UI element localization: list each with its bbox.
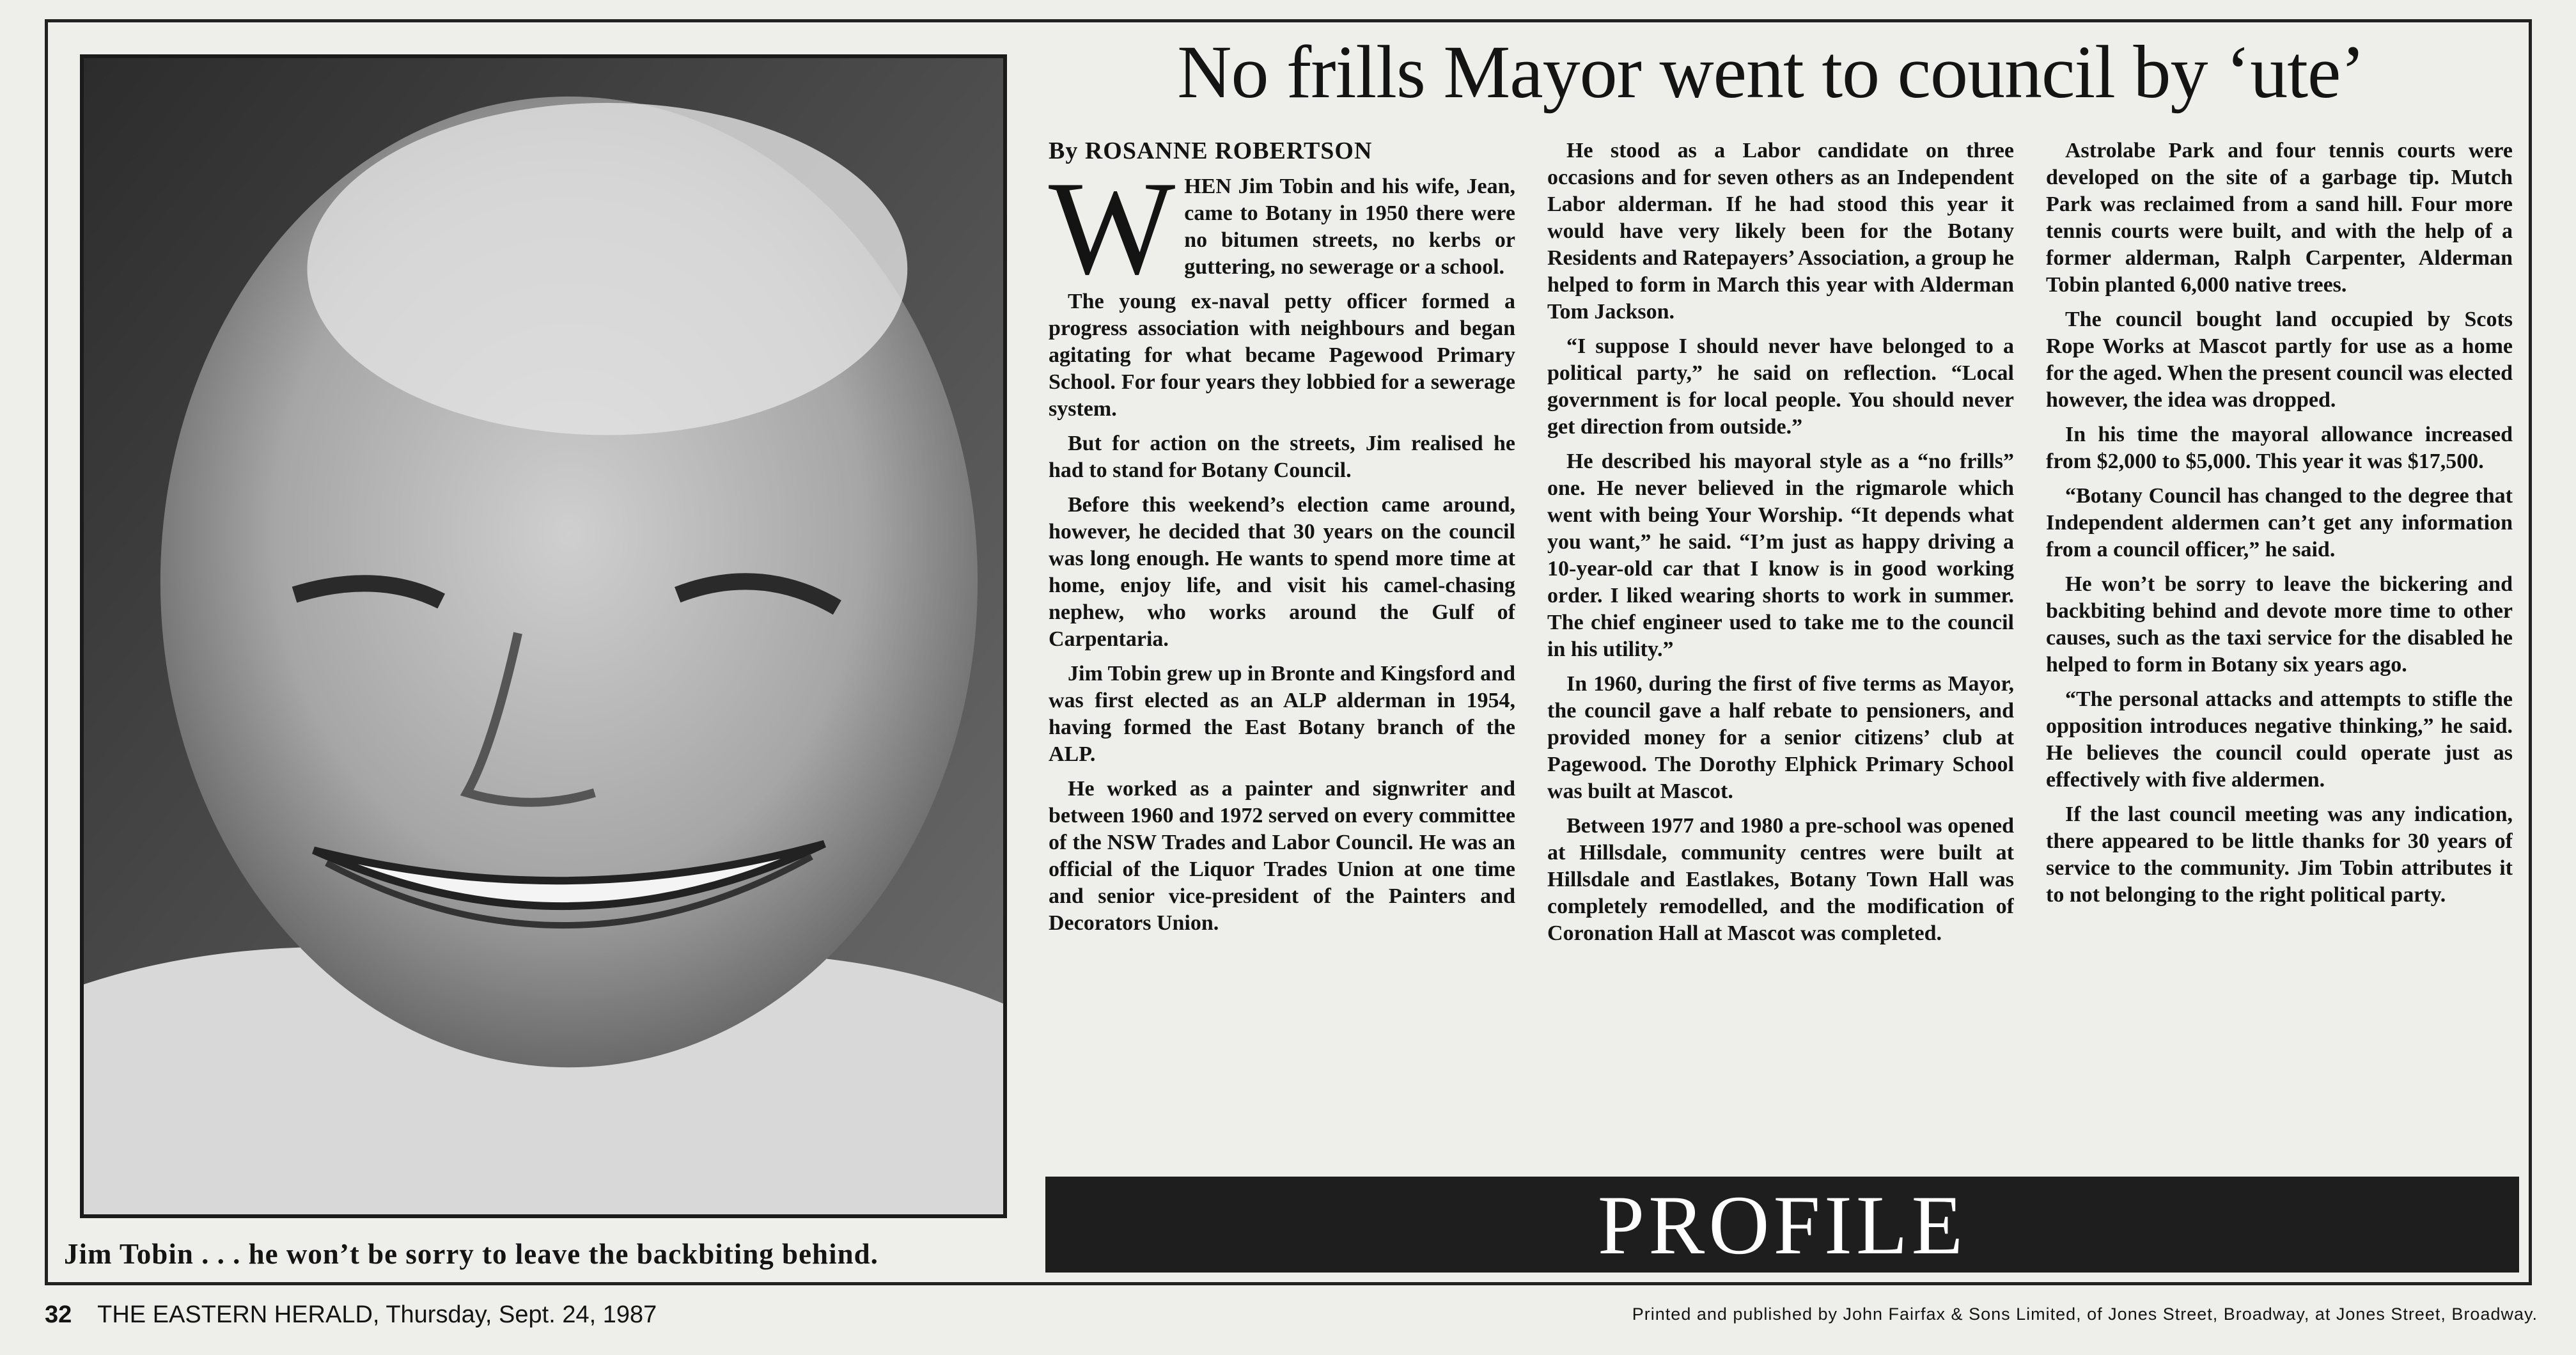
article-paragraph: He won’t be sorry to leave the bickering and backbiting behind and devote more time to other causes, such as the taxi service for the disabled he helped to form in Botany six years ago. [2046,572,2513,677]
article-column-3 [2046,137,2513,1161]
article-paragraph: “Botany Council has changed to the degree that Independent aldermen can’t get any information from a council officer,” he said. [2046,484,2513,561]
article-paragraph: Astrolabe Park and four tennis courts were developed on the site of a garbage tip. Mutch Park was reclaimed from a sand hill. Four more tennis courts were built, and with the help of a former alderman, Ralph Carpenter, Alderman Tobin planted 6,000 native trees. [2046,139,2513,297]
article-paragraph: WHEN Jim Tobin and his wife, Jean, came to Botany in 1950 there were no bitumen streets, no kerbs or guttering, no sewerage or a school. [1049,154,1515,302]
page-number: 32 [45,1301,72,1328]
article-paragraph: He worked as a painter and signwriter and between 1960 and 1972 served on every committee of the NSW Trades and Labor Council. He was an official of the Liquor Trades Union at one time and senior vice-president of the Painters and Decorators Union. [1049,777,1515,935]
profile-banner [1045,1177,2519,1273]
article-paragraph: Before this weekend’s election came around, however, he decided that 30 years on the council was long enough. He wants to spend more time at home, enjoy life, and visit his camel-chasing nephew, who works around the Gulf of Carpentaria. [1049,493,1515,651]
article-body [1049,137,2519,1161]
article-column-2 [1547,137,2014,1161]
byline: By ROSANNE ROBERTSON [1049,137,1373,164]
article-paragraph: Jim Tobin grew up in Bronte and Kingsford and was first elected as an ALP alderman in 1954, having formed the East Botany branch of the ALP. [1049,662,1515,766]
article-paragraph: In 1960, during the first of five terms as Mayor, the council gave a half rebate to pensioners, and provided money for a senior citizens’ club at Pagewood. The Dorothy Elphick Primary School was built at Mascot. [1547,672,2014,803]
article-paragraph: “The personal attacks and attempts to stifle the opposition introduces negative thinking,” he said. He believes the council could operate just as effectively with five aldermen. [2046,687,2513,792]
footer-imprint: Printed and published by John Fairfax & Sons Limited, of Jones Street, Broadway, at Jones Street, Broadway. [1632,1304,2538,1324]
article-paragraph: Between 1977 and 1980 a pre-school was opened at Hillsdale, community centres were built at Hillsdale and Eastlakes, Botany Town Hall was completely remodelled, and the modification of Coronation Hall at Mascot was completed. [1547,814,2014,945]
section-label: PROFILE [1597,1177,1967,1272]
article-paragraph: He described his mayoral style as a “no frills” one. He never believed in the rigmarole which went with being Your Worship. “It depends what you want,” he said. “I’m just as happy driving a 10-year-old car that I know is in good working order. I liked wearing shorts to work in summer. The chief engineer used to take me to the council in his utility.” [1547,450,2014,661]
article-paragraph: He stood as a Labor candidate on three occasions and for seven others as an Independent Labor alderman. If he had stood this year it would have very likely been for the Botany Residents and Ratepayers’ Association, a group he helped to form in March this year with Alderman Tom Jackson. [1547,139,2014,324]
portrait-photo [80,54,1007,1218]
portrait-illustration [84,58,1003,1214]
photo-caption: Jim Tobin . . . he won’t be sorry to leave the backbiting behind. [64,1238,878,1270]
article-paragraph: In his time the mayoral allowance increased from $2,000 to $5,000. This year it was $17,500. [2046,423,2513,473]
article-paragraph: If the last council meeting was any indication, there appeared to be little thanks for 30 years of service to the community. Jim Tobin attributes it to not belonging to the right political party. [2046,803,2513,907]
headline: No frills Mayor went to council by ‘ute’ [1177,30,2365,114]
article-paragraph: The young ex-naval petty officer formed a progress association with neighbours and began agitating for what became Pagewood Primary School. For four years they lobbied for a sewerage system. [1049,290,1515,421]
article-column-1 [1049,137,1515,1161]
article-paragraph: The council bought land occupied by Scots Rope Works at Mascot partly for use as a home for the aged. When the present council was elected however, the idea was dropped. [2046,308,2513,412]
masthead-date: THE EASTERN HERALD, Thursday, Sept. 24, 1987 [97,1301,657,1328]
drop-cap: W [1049,154,1176,302]
article-paragraph: “I suppose I should never have belonged to a political party,” he said on reflection. “Local government is for local people. You should never get direction from outside.” [1547,334,2014,439]
article-paragraph: But for action on the streets, Jim realised he had to stand for Botany Council. [1049,432,1515,482]
footer-masthead [45,1301,657,1329]
